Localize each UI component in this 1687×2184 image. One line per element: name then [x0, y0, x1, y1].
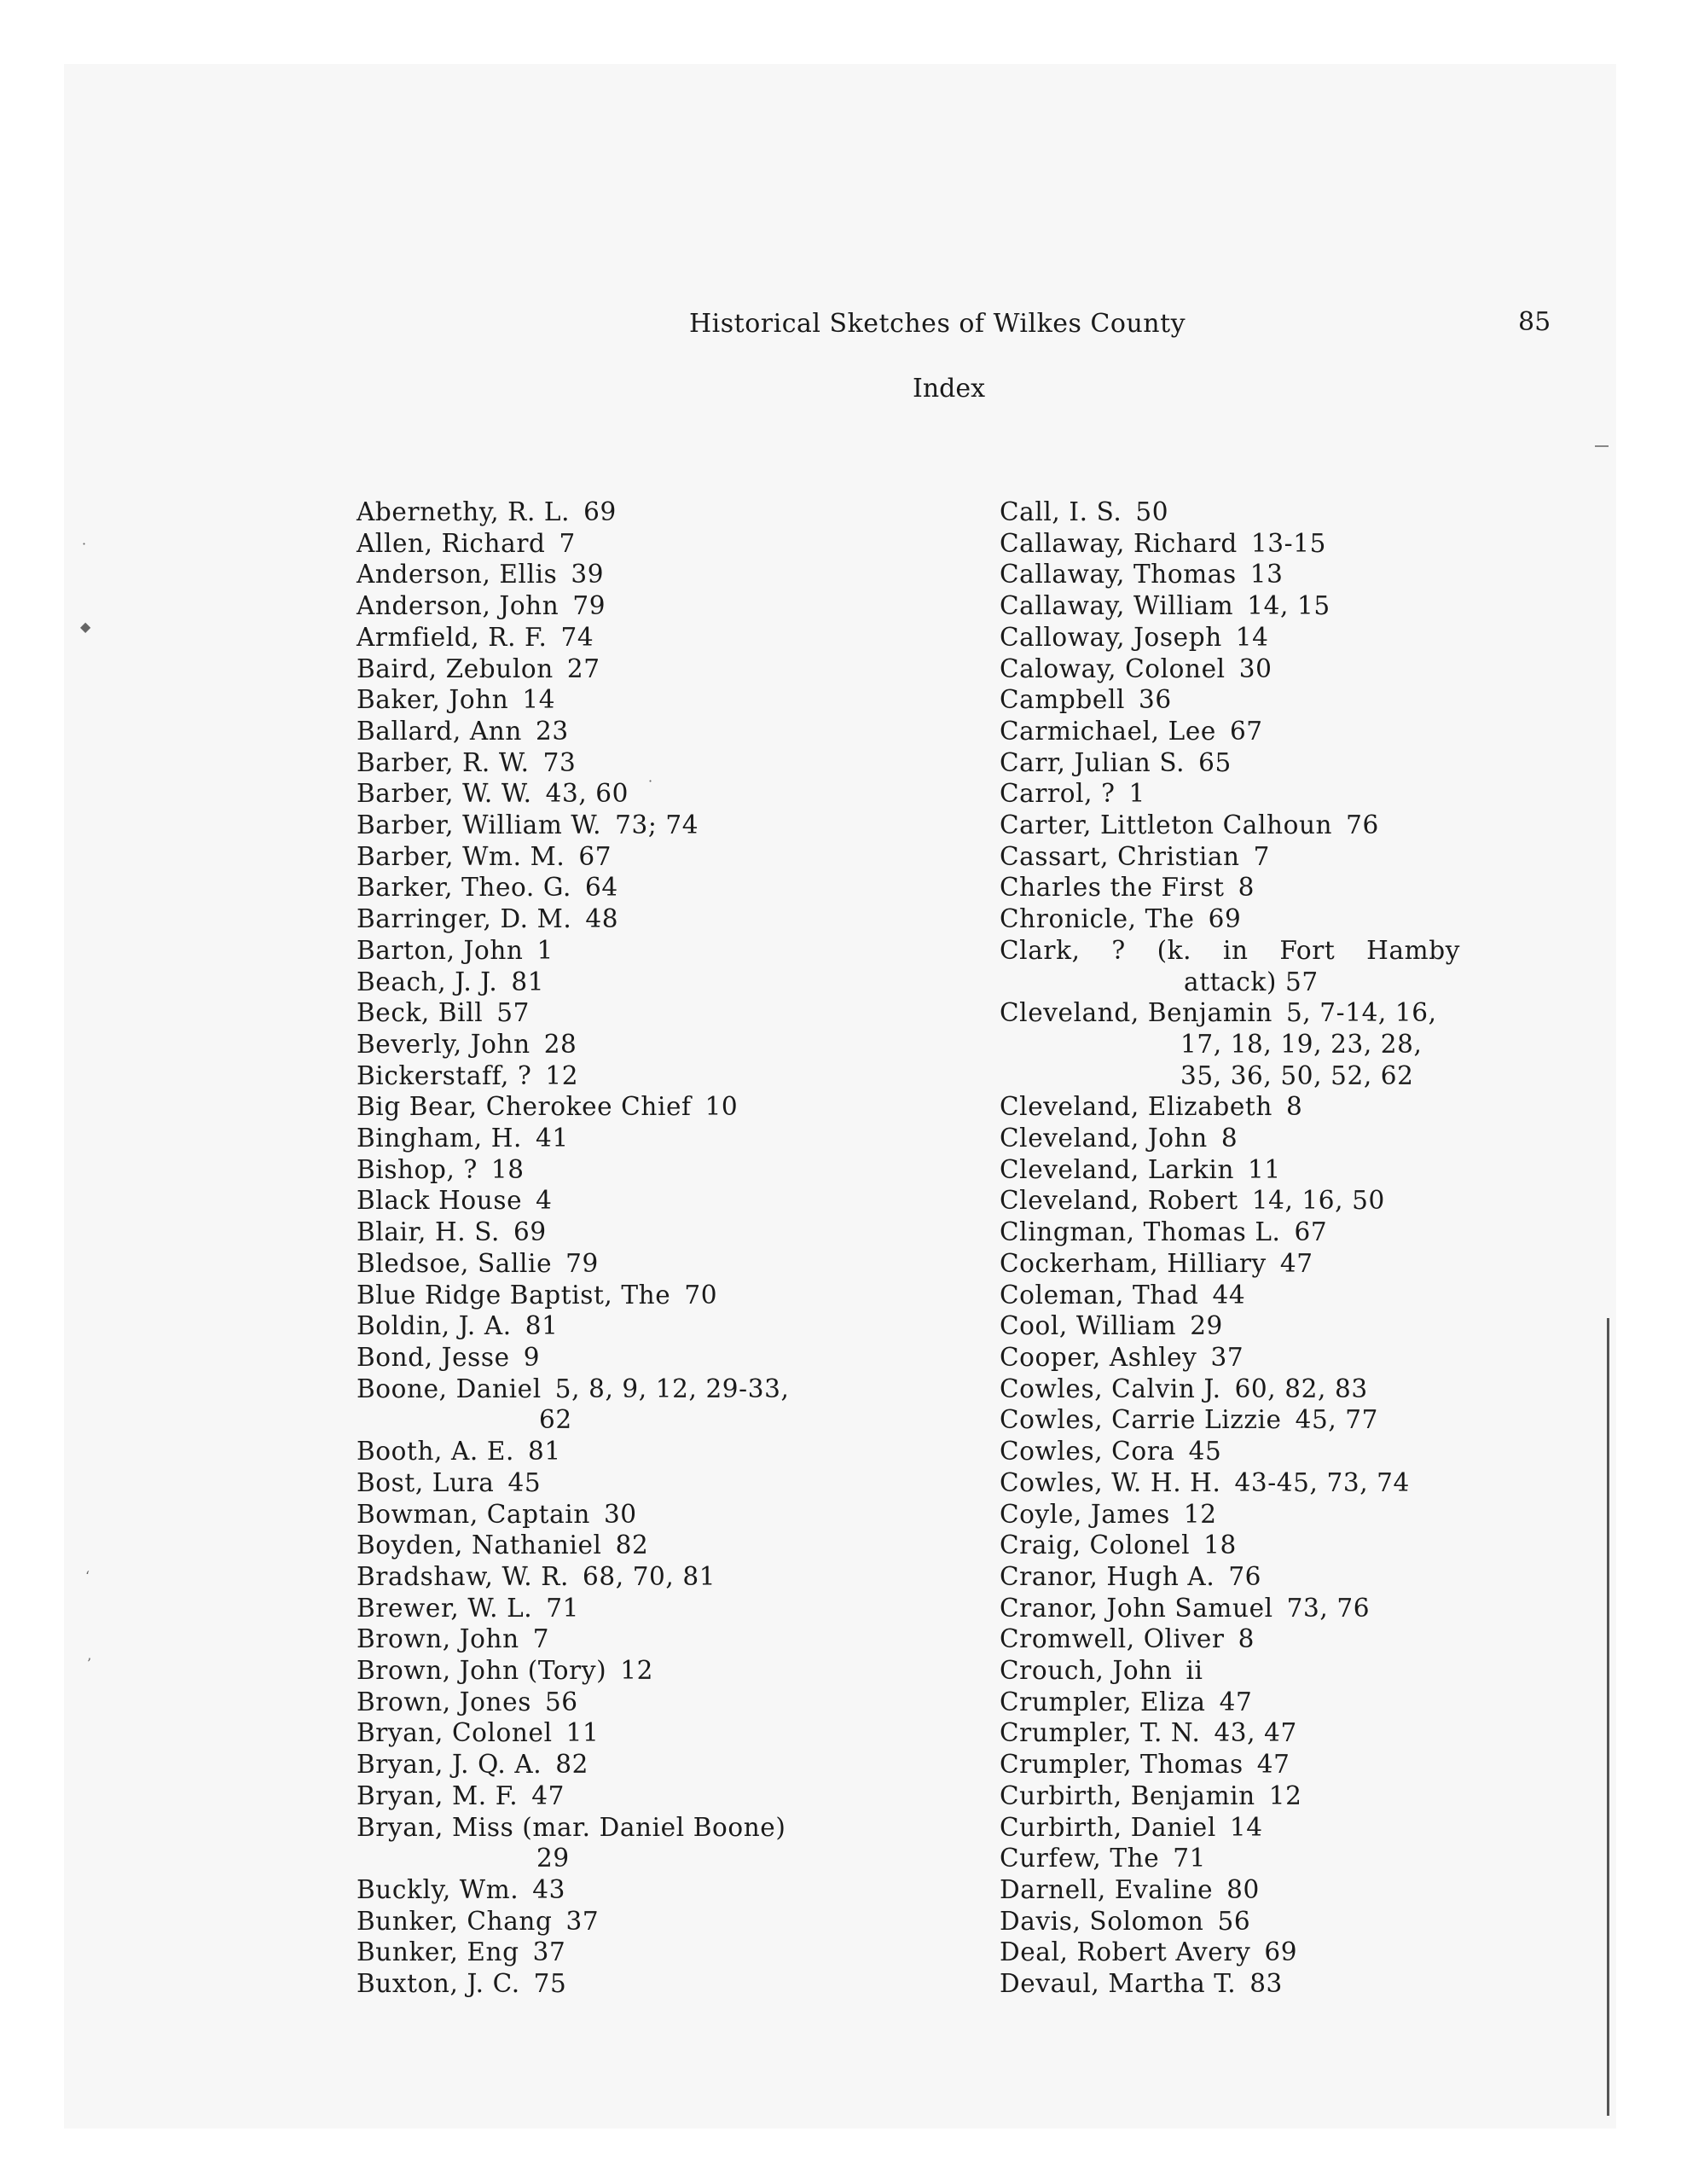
index-entry: Carrol, ? 1: [1000, 779, 1145, 809]
index-column-left: [357, 497, 834, 2000]
index-entry: Blue Ridge Baptist, The 70: [357, 1280, 718, 1310]
index-entry-continuation: 17, 18, 19, 23, 28,: [1180, 1029, 1423, 1059]
index-entry: Black House 4: [357, 1186, 553, 1216]
index-entry: Cowles, Calvin J. 60, 82, 83: [1000, 1374, 1368, 1403]
index-entry: Clingman, Thomas L. 67: [1000, 1217, 1328, 1247]
index-entry: Cranor, John Samuel 73, 76: [1000, 1593, 1371, 1623]
index-entry: Beck, Bill 57: [357, 998, 530, 1028]
index-entry: Callaway, William 14, 15: [1000, 591, 1330, 621]
index-entry: Bickerstaff, ? 12: [357, 1060, 579, 1090]
index-entry: Barton, John 1: [357, 935, 554, 965]
index-entry: Crumpler, Thomas 47: [1000, 1750, 1290, 1780]
index-entry: Big Bear, Cherokee Chief 10: [357, 1092, 739, 1122]
index-entry: Cromwell, Oliver 8: [1000, 1624, 1255, 1654]
index-entry: Bradshaw, W. R. 68, 70, 81: [357, 1561, 716, 1591]
index-entry: Bryan, J. Q. A. 82: [357, 1750, 588, 1780]
index-entry: Barker, Theo. G. 64: [357, 873, 618, 903]
index-entry: Coleman, Thad 44: [1000, 1280, 1246, 1310]
index-entry: Anderson, Ellis 39: [357, 560, 605, 590]
index-entry: Bishop, ? 18: [357, 1154, 525, 1184]
index-entry: Call, I. S. 50: [1000, 497, 1169, 526]
index-entry: Coyle, James 12: [1000, 1499, 1217, 1529]
index-entry: Cowles, Cora 45: [1000, 1437, 1222, 1467]
index-entry: Crumpler, Eliza 47: [1000, 1687, 1253, 1716]
index-entry: Carter, Littleton Calhoun 76: [1000, 810, 1379, 840]
index-entry: Bledsoe, Sallie 79: [357, 1248, 599, 1278]
index-entry: Brown, John (Tory) 12: [357, 1656, 653, 1686]
index-entry: Cleveland, Benjamin 5, 7-14, 16, 17, 18, 19, 23, 28, 35, 36, 50, 52, 62: [1000, 997, 1477, 1091]
scan-speck: ’: [87, 1655, 92, 1671]
index-entry: Anderson, John 79: [357, 591, 606, 621]
scan-speck: [1595, 445, 1609, 447]
index-entry: Callaway, Richard 13-15: [1000, 528, 1326, 558]
index-entry: Cooper, Ashley 37: [1000, 1342, 1244, 1372]
index-entry: Bryan, Colonel 11: [357, 1718, 600, 1748]
index-entry: Buxton, J. C. 75: [357, 1969, 567, 1999]
index-entry: Buckly, Wm. 43: [357, 1874, 566, 1904]
page-number: 85: [1518, 307, 1551, 337]
index-entry: Bryan, Miss (mar. Daniel Boone) 29: [357, 1812, 834, 1874]
running-title: Historical Sketches of Wilkes County: [689, 309, 1186, 339]
index-entry: Blair, H. S. 69: [357, 1217, 547, 1247]
index-entry: Barringer, D. M. 48: [357, 904, 619, 934]
index-entry: Charles the First 8: [1000, 873, 1255, 903]
index-entry: Armfield, R. F. 74: [357, 622, 594, 652]
index-entry: Curfew, The 71: [1000, 1844, 1207, 1873]
index-entry-continuation: 29: [536, 1844, 570, 1873]
index-entry: Carmichael, Lee 67: [1000, 716, 1263, 746]
index-entry: Brewer, W. L. 71: [357, 1593, 579, 1623]
index-entry: Bingham, H. 41: [357, 1124, 569, 1153]
index-entry: Clark, ? (k. in Fort Hamby attack) 57: [1000, 935, 1477, 997]
index-entry: Crouch, John ii: [1000, 1656, 1203, 1686]
index-entry: Boone, Daniel 5, 8, 9, 12, 29-33, 62: [357, 1374, 834, 1436]
index-entry: Brown, Jones 56: [357, 1687, 578, 1716]
index-entry: Curbirth, Benjamin 12: [1000, 1780, 1302, 1810]
index-entry: Baird, Zebulon 27: [357, 653, 600, 683]
index-entry: Ballard, Ann 23: [357, 716, 569, 746]
index-entry: Barber, W. W. 43, 60: [357, 779, 629, 809]
index-column-right: [1000, 497, 1477, 2000]
index-entry: Barber, William W. 73; 74: [357, 810, 699, 840]
index-entry: Deal, Robert Avery 69: [1000, 1937, 1298, 1967]
index-entry: Campbell 36: [1000, 685, 1172, 715]
index-entry: Bowman, Captain 30: [357, 1499, 637, 1529]
index-entry: Abernethy, R. L. 69: [357, 497, 617, 526]
index-entry: Darnell, Evaline 80: [1000, 1874, 1260, 1904]
index-entry: Craig, Colonel 18: [1000, 1531, 1237, 1560]
index-entry: Beach, J. J. 81: [357, 967, 545, 996]
index-entry: Carr, Julian S. 65: [1000, 747, 1232, 777]
index-entry: Barber, R. W. 73: [357, 747, 577, 777]
index-entry: Bost, Lura 45: [357, 1467, 542, 1497]
scan-speck: ◆: [80, 619, 91, 635]
index-entry: Cleveland, Larkin 11: [1000, 1154, 1281, 1184]
index-entry: Cool, William 29: [1000, 1311, 1223, 1341]
scan-speck: ‘: [85, 1568, 90, 1584]
index-entry: Bunker, Chang 37: [357, 1906, 600, 1936]
index-entry: Cleveland, John 8: [1000, 1124, 1238, 1153]
index-entry: Cowles, W. H. H. 43-45, 73, 74: [1000, 1467, 1410, 1497]
index-entry: Cranor, Hugh A. 76: [1000, 1561, 1262, 1591]
index-entry: Cleveland, Elizabeth 8: [1000, 1092, 1303, 1122]
index-entry: Chronicle, The 69: [1000, 904, 1242, 934]
index-entry: Brown, John 7: [357, 1624, 550, 1654]
scan-speck: ·: [82, 536, 87, 552]
index-entry: Callaway, Thomas 13: [1000, 560, 1284, 590]
index-entry: Allen, Richard 7: [357, 528, 576, 558]
index-entry: Bond, Jesse 9: [357, 1342, 541, 1372]
index-entry-continuation: attack) 57: [1184, 967, 1319, 996]
scan-speck: ·: [648, 773, 653, 789]
index-entry: Curbirth, Daniel 14: [1000, 1812, 1263, 1842]
index-entry: Barber, Wm. M. 67: [357, 841, 612, 871]
index-entry: Cassart, Christian 7: [1000, 841, 1271, 871]
index-entry-continuation: 35, 36, 50, 52, 62: [1180, 1060, 1414, 1090]
index-entry: Beverly, John 28: [357, 1029, 577, 1059]
index-entry: Calloway, Joseph 14: [1000, 622, 1269, 652]
index-entry: Davis, Solomon 56: [1000, 1906, 1251, 1936]
index-entry: Cowles, Carrie Lizzie 45, 77: [1000, 1405, 1379, 1435]
index-entry: Bryan, M. F. 47: [357, 1780, 565, 1810]
index-entry: Bunker, Eng 37: [357, 1937, 566, 1967]
index-entry: Caloway, Colonel 30: [1000, 653, 1272, 683]
index-entry-continuation: 62: [539, 1405, 572, 1435]
scan-edge-line: [1607, 1318, 1609, 2116]
index-entry: Baker, John 14: [357, 685, 556, 715]
index-heading: Index: [913, 374, 986, 404]
index-entry: Cockerham, Hilliary 47: [1000, 1248, 1313, 1278]
index-entry: Boyden, Nathaniel 82: [357, 1531, 649, 1560]
index-entry: Booth, A. E. 81: [357, 1437, 561, 1467]
index-entry: Devaul, Martha T. 83: [1000, 1969, 1283, 1999]
index-entry: Boldin, J. A. 81: [357, 1311, 559, 1341]
index-entry: Cleveland, Robert 14, 16, 50: [1000, 1186, 1385, 1216]
index-entry: Crumpler, T. N. 43, 47: [1000, 1718, 1297, 1748]
